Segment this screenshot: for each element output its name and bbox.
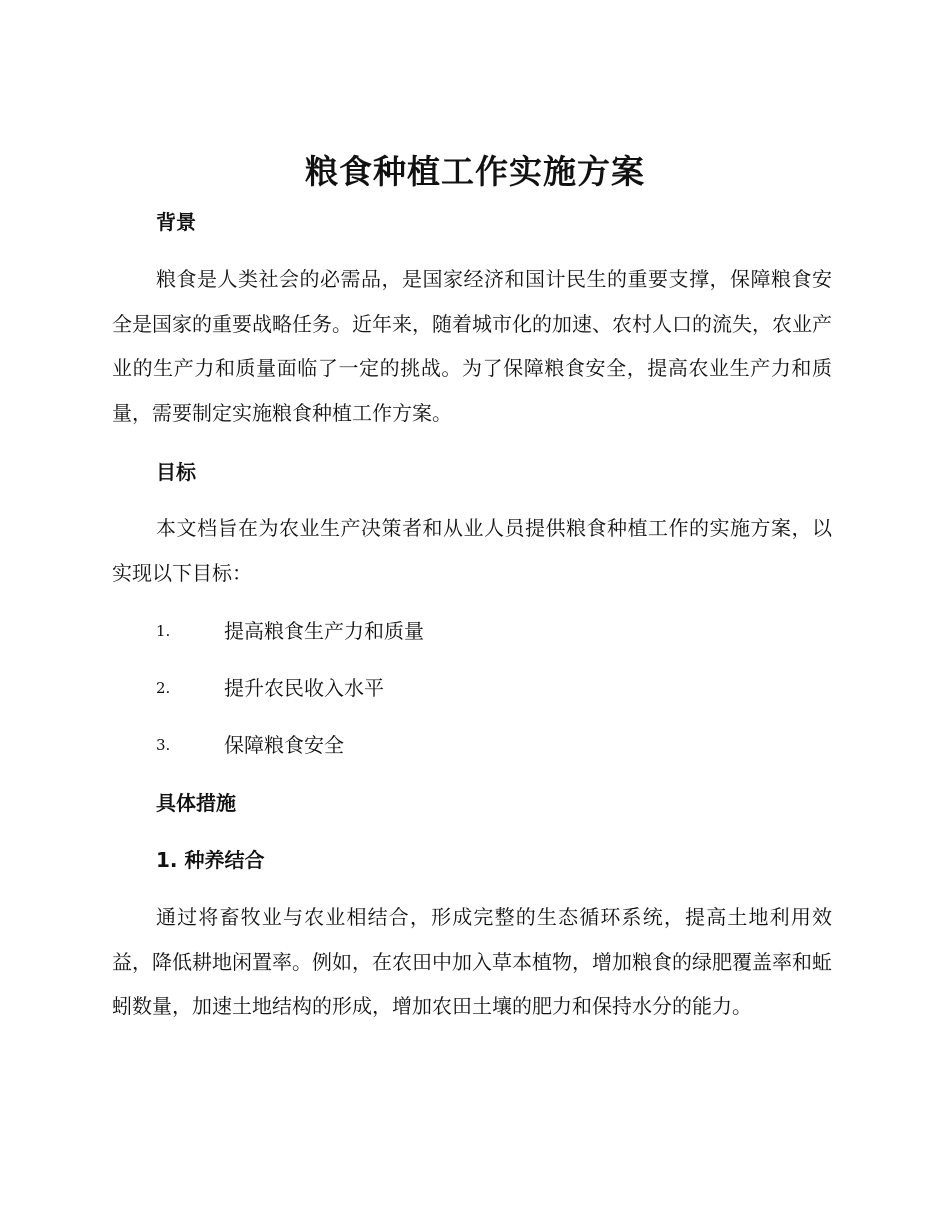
section-heading-measures: 具体措施 [156,791,236,815]
page-title: 粮食种植工作实施方案 [305,152,645,191]
list-item [156,730,344,760]
list-item [156,616,424,646]
list-item-text: 提升农民收入水平 [224,676,384,700]
section-heading-goals: 目标 [156,460,196,484]
list-item-text: 保障粮食安全 [224,733,344,757]
goals-paragraph: 本文档旨在为农业生产决策者和从业人员提供粮食种植工作的实施方案，以实现以下目标： [112,516,832,585]
list-item-number: 1. [156,622,171,640]
section-heading-background: 背景 [156,210,196,234]
planting-breeding-paragraph: 通过将畜牧业与农业相结合，形成完整的生态循环系统，提高土地利用效益，降低耕地闲置率。例如，在农田中加入草本植物，增加粮食的绿肥覆盖率和蚯蚓数量，加速土地结构的形成，增加农田土壤的肥力和保持水分的能力。 [112,905,832,1018]
list-item-number: 2. [156,679,171,697]
subsection-heading-planting-breeding: 1. 种养结合 [156,848,265,872]
background-paragraph: 粮食是人类社会的必需品，是国家经济和国计民生的重要支撑，保障粮食安全是国家的重要战略任务。近年来，随着城市化的加速、农村人口的流失，农业产业的生产力和质量面临了一定的挑战。为了保障粮食安全，提高农业生产力和质量，需要制定实施粮食种植工作方案。 [112,267,832,425]
list-item [156,673,384,703]
list-item-text: 提高粮食生产力和质量 [224,619,424,643]
list-item-number: 3. [156,736,171,754]
